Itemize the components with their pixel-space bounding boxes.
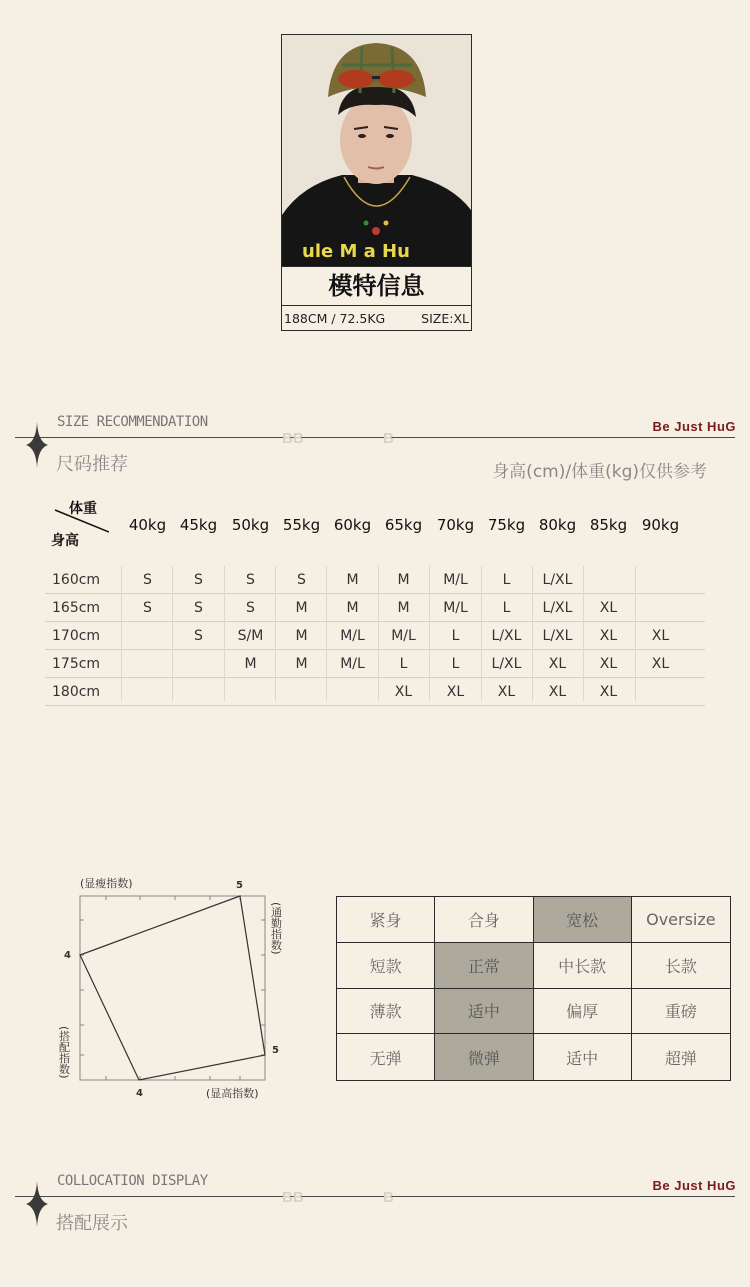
row-height-label: 160cm (52, 572, 101, 588)
fit-option-cell: 重磅 (632, 989, 730, 1035)
radar-right-value: 5 (272, 1045, 279, 1056)
size-cell: S (194, 600, 203, 616)
table-column-divider (429, 566, 430, 701)
weight-header: 40kg (128, 516, 167, 534)
size-cell: M (295, 656, 308, 672)
radar-top-value: 5 (236, 880, 243, 891)
size-cell: XL (497, 684, 516, 700)
weight-header: 85kg (589, 516, 628, 534)
size-cell: XL (548, 684, 567, 700)
size-cell (276, 684, 327, 706)
size-cell: M/L (340, 628, 365, 644)
size-cell: L (399, 656, 408, 672)
size-cell: XL (599, 684, 618, 700)
size-cell: M/L (443, 600, 468, 616)
size-cell: M/L (391, 628, 416, 644)
table-column-divider (172, 566, 173, 701)
size-cell: L (451, 656, 460, 672)
size-cell: L/XL (542, 600, 573, 616)
size-cell: S (246, 572, 255, 588)
fit-option-cell: 超弹 (664, 1048, 697, 1068)
fit-option-cell: 中长款 (534, 943, 632, 989)
size-cell: L/XL (491, 656, 522, 672)
fit-option-cell: 正常 (435, 943, 533, 989)
sparkle-icon (26, 1181, 48, 1227)
radar-bottom-value: 4 (136, 1088, 143, 1099)
model-photo (282, 35, 471, 266)
size-cell (173, 684, 224, 706)
size-cell: M (397, 600, 410, 616)
table-column-divider (378, 566, 379, 701)
corner-height-label: 身高 (51, 533, 79, 549)
brand-mark-icon-2: B (383, 1189, 394, 1206)
brand-mark-icon-2: B (383, 430, 394, 447)
size-cell: M (295, 628, 308, 644)
table-column-divider (583, 566, 584, 701)
size-cell (327, 684, 378, 706)
table-column-divider (121, 566, 122, 701)
fit-option-cell: 薄款 (337, 989, 435, 1035)
row-height-label: 180cm (52, 684, 101, 700)
table-column-divider (275, 566, 276, 701)
size-cell (635, 684, 686, 706)
size-cell: XL (651, 656, 670, 672)
size-cell (122, 656, 173, 678)
fit-option-cell: 无弹 (337, 1034, 435, 1080)
reference-note: 身高(cm)/体重(kg)仅供参考 (492, 462, 707, 482)
fit-option-cell: 偏厚 (534, 989, 632, 1035)
table-column-divider (224, 566, 225, 701)
brand-logo: Be Just HuG (652, 419, 736, 434)
section-divider (15, 1196, 735, 1197)
table-row (45, 678, 705, 706)
size-cell: S (143, 572, 152, 588)
size-cell: S (194, 572, 203, 588)
collocation-display-header (0, 1173, 750, 1243)
model-height-weight: 188CM / 72.5KG (284, 311, 386, 326)
size-cell: S/M (237, 628, 264, 644)
size-cell: S (143, 600, 152, 616)
size-cell: L (502, 600, 511, 616)
sparkle-icon (26, 422, 48, 468)
size-cell: XL (394, 684, 413, 700)
diagram-ticks (80, 896, 265, 1080)
model-info-row (282, 307, 471, 330)
model-portrait-image (282, 35, 471, 266)
corner-weight-label: 体重 (69, 501, 97, 517)
model-card (281, 34, 472, 331)
fit-option-cell: 短款 (337, 943, 435, 989)
weight-header: 70kg (436, 516, 475, 534)
brand-mark-icon: BB (282, 1189, 304, 1206)
size-cell: XL (548, 656, 567, 672)
size-cell: L/XL (491, 628, 522, 644)
row-height-label: 170cm (52, 628, 101, 644)
radar-left-label: (搭配指数) (57, 1026, 71, 1079)
size-cell: M (397, 572, 410, 588)
fit-option-cell: 适中 (534, 1034, 632, 1080)
radar-left-value: 4 (64, 950, 71, 961)
table-row (45, 566, 705, 594)
section-title-cn: 尺码推荐 (56, 454, 128, 475)
size-table-header (45, 496, 705, 566)
size-cell: M (295, 600, 308, 616)
weight-header: 75kg (487, 516, 526, 534)
size-cell: M/L (340, 656, 365, 672)
fit-option-cell: 宽松 (534, 897, 632, 943)
weight-header: 45kg (179, 516, 218, 534)
size-cell: L (451, 628, 460, 644)
diagram-frame (80, 896, 265, 1080)
size-cell: M (346, 600, 359, 616)
size-cell: L/XL (542, 628, 573, 644)
size-cell: L/XL (542, 572, 573, 588)
size-cell: M/L (443, 572, 468, 588)
weight-header: 80kg (538, 516, 577, 534)
model-info-title: 模特信息 (282, 266, 471, 306)
size-cell: XL (599, 656, 618, 672)
size-cell: L (502, 572, 511, 588)
table-column-divider (635, 566, 636, 701)
size-cell (635, 572, 686, 594)
size-cell (635, 600, 686, 622)
radar-bottom-label: (显高指数) (206, 1087, 259, 1100)
fit-option-cell: 适中 (435, 989, 533, 1035)
size-cell (173, 656, 224, 678)
section-title-en: SIZE RECOMMENDATION (57, 414, 208, 430)
size-cell (122, 684, 173, 706)
table-column-divider (326, 566, 327, 701)
weight-header: 65kg (384, 516, 423, 534)
fit-option-cell: 合身 (435, 897, 533, 943)
size-cell: XL (599, 628, 618, 644)
weight-header: 90kg (641, 516, 680, 534)
size-cell: S (297, 572, 306, 588)
table-row (45, 594, 705, 622)
row-height-label: 175cm (52, 656, 101, 672)
size-cell: XL (446, 684, 465, 700)
radar-right-label: (通勤指数) (269, 902, 283, 955)
table-column-divider (532, 566, 533, 701)
index-polygon (80, 896, 265, 1080)
size-cell: M (346, 572, 359, 588)
model-size: SIZE:XL (421, 311, 469, 326)
size-cell: XL (651, 628, 670, 644)
brand-mark-icon: BB (282, 430, 304, 447)
fit-option-cell: 长款 (632, 943, 730, 989)
row-height-label: 165cm (52, 600, 101, 616)
index-diagram (50, 870, 300, 1110)
brand-logo: Be Just HuG (652, 1178, 736, 1193)
size-cell: XL (599, 600, 618, 616)
weight-header: 55kg (282, 516, 321, 534)
table-row (45, 650, 705, 678)
table-column-divider (481, 566, 482, 701)
weight-header: 60kg (333, 516, 372, 534)
section-title-en: COLLOCATION DISPLAY (57, 1173, 208, 1189)
radar-top-label: (显瘦指数) (80, 877, 133, 890)
fit-option-cell: 微弹 (435, 1034, 533, 1080)
size-cell (225, 684, 276, 706)
section-title-cn: 搭配展示 (56, 1213, 128, 1234)
size-cell: S (246, 600, 255, 616)
fit-option-cell: 紧身 (337, 897, 435, 943)
size-cell (583, 572, 634, 594)
section-divider (15, 437, 735, 438)
table-row (45, 622, 705, 650)
size-cell (122, 628, 173, 650)
size-cell: M (244, 656, 257, 672)
size-cell: S (194, 628, 203, 644)
svg-text:ule M a Hu: ule M a Hu (302, 241, 410, 262)
fit-option-cell: Oversize (632, 897, 730, 943)
size-table (45, 496, 705, 700)
fit-attributes-grid (336, 896, 731, 1081)
weight-header: 50kg (231, 516, 270, 534)
